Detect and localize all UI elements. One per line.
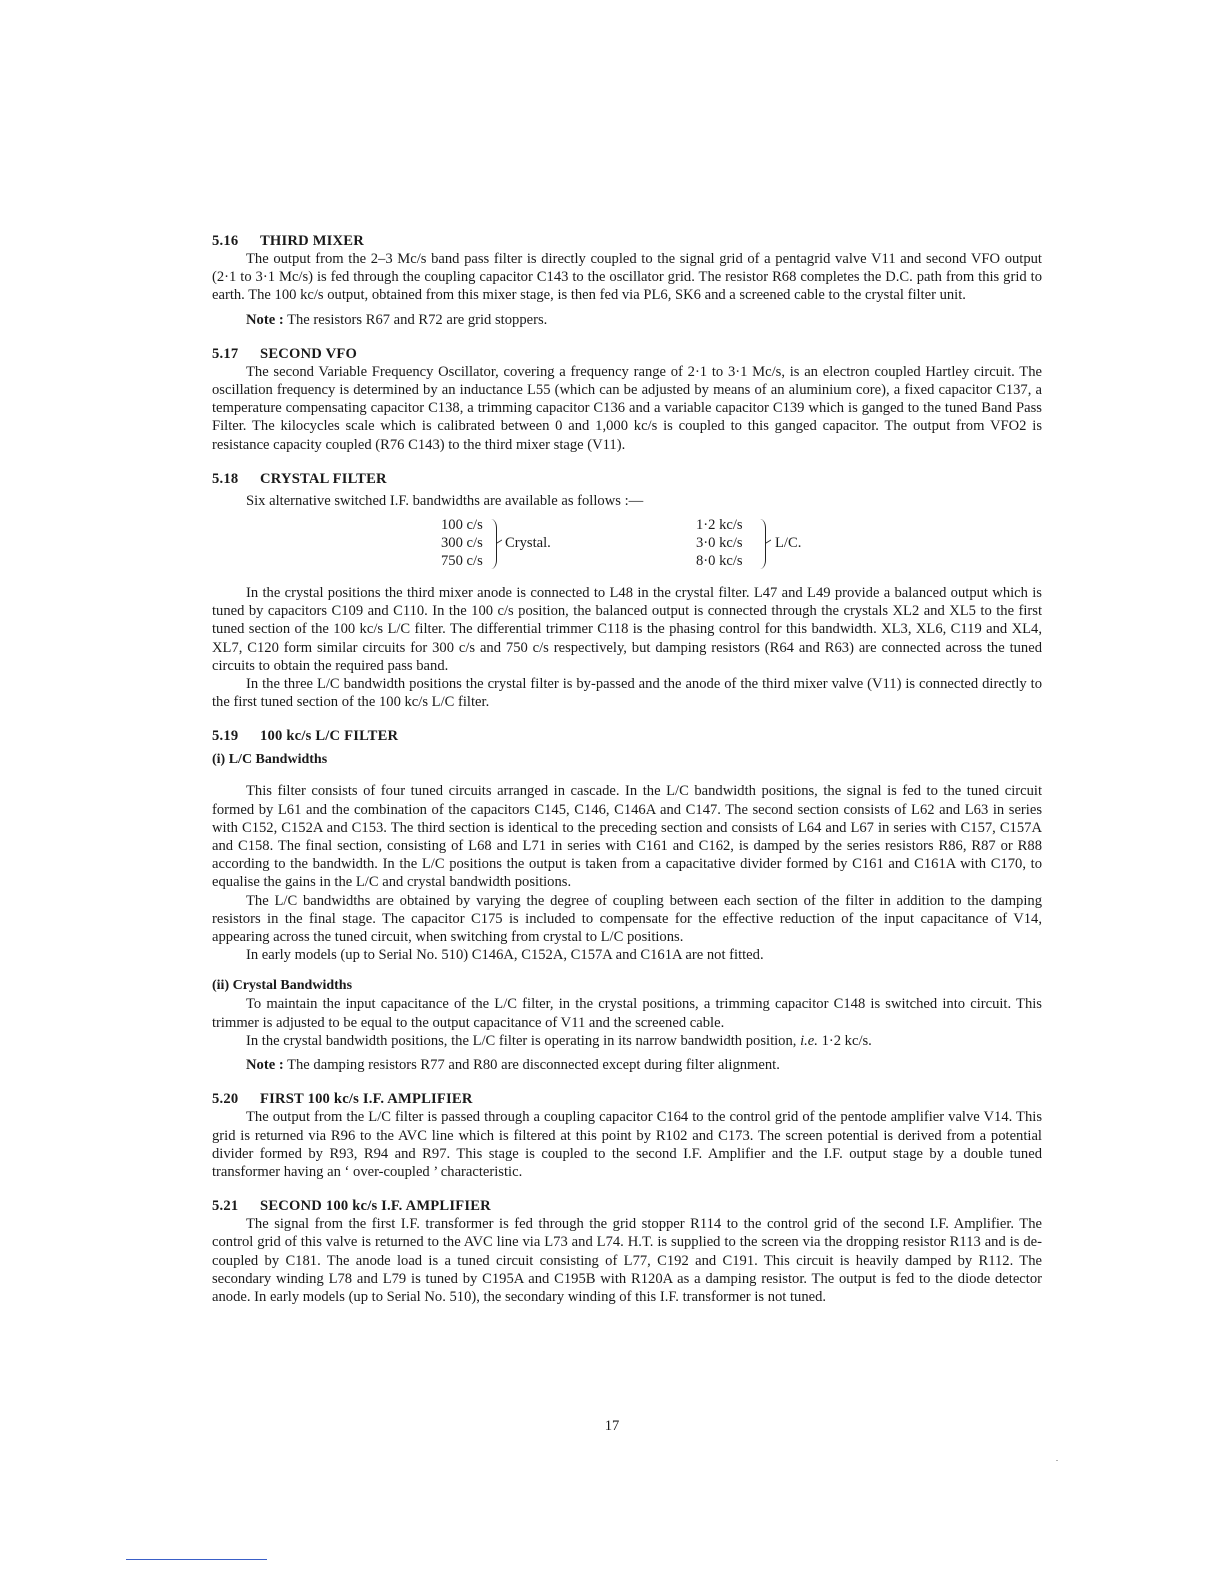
section-number: 5.21: [212, 1198, 239, 1215]
paragraph: In the three L/C bandwidth positions the crystal filter is by-passed and the anode of the third mixer valve (V11) is connected directly to the first tuned section of the 100 kc/s L/C filter.: [212, 676, 1042, 711]
section-5-16: [212, 232, 1042, 329]
bandwidth-value: 100 c/s: [441, 517, 483, 534]
crystal-bandwidths: [441, 516, 483, 570]
note: [212, 311, 1042, 329]
document-body: [212, 232, 1042, 1306]
section-heading: [212, 470, 1042, 488]
section-heading: [212, 1090, 1042, 1108]
section-5-19: [212, 727, 1042, 1074]
section-number: 5.16: [212, 233, 239, 249]
paragraph: In early models (up to Serial No. 510) C146A, C152A, C157A and C161A are not fitted.: [246, 947, 764, 964]
bandwidth-value: 300 c/s: [441, 535, 483, 552]
subsection-heading: (i) L/C Bandwidths: [212, 752, 328, 768]
section-number: 5.20: [212, 1091, 239, 1108]
bandwidth-value: 8·0 kc/s: [696, 553, 743, 570]
bandwidth-value: 750 c/s: [441, 553, 483, 570]
note-text: The resistors R67 and R72 are grid stoppers.: [287, 311, 548, 328]
section-number: 5.17: [212, 345, 239, 362]
lc-bandwidths: [696, 516, 743, 570]
paragraph-intro: Six alternative switched I.F. bandwidths are available as follows :—: [246, 492, 644, 509]
paragraph: The output from the 2–3 Mc/s band pass filter is directly coupled to the signal grid of a pentagrid valve V11 and second VFO output (2·1 to 3·1 Mc/s) is fed through the coupling capacitor C143 to the oscillator grid. The resistor R68 completes the D.C. path from this grid to earth. The 100 kc/s output, obtained from this mixer stage, is then fed via PL6, SK6 and a screened cable to the crystal filter unit.: [212, 251, 1042, 304]
paragraph: This filter consists of four tuned circuits arranged in cascade. In the L/C bandwidth positions, the signal is fed to the tuned circuit formed by L61 and the combination of the capacitors C145, C146, C146A and C147. The second section consists of L62 and L63 in series with C152, C152A and C153. The third section is identical to the preceding section and consists of L64 and L67 in series with C157, C157A and C158. The final section, consisting of L68 and L71 in series with C161 and C162, is damped by the series resistors R86, R87 or R88 according to the bandwidth. In the L/C positions the output is taken from a capacitative divider formed by C161 and C161A with C170, to equalise the gains in the L/C and crystal bandwidth positions.: [212, 783, 1042, 891]
text-run: 1·2 kc/s.: [817, 1032, 872, 1049]
note-label: Note :: [246, 1057, 284, 1074]
lc-label: L/C.: [775, 535, 802, 552]
section-5-20: [212, 1090, 1042, 1181]
section-title: SECOND 100 kc/s I.F. AMPLIFIER: [260, 1198, 491, 1215]
text-run: In the crystal bandwidth positions, the L/C filter is operating in its narrow bandwidth position,: [246, 1032, 801, 1049]
section-heading: [212, 345, 1042, 363]
bandwidth-value: 3·0 kc/s: [696, 535, 743, 552]
brace: [757, 519, 766, 569]
brace: [488, 519, 497, 569]
text-run-italic: i.e.: [800, 1032, 818, 1049]
note-text: The damping resistors R77 and R80 are disconnected except during filter alignment.: [287, 1057, 780, 1074]
paragraph: To maintain the input capacitance of the L/C filter, in the crystal positions, a trimming capacitor C148 is switched into circuit. This trimmer is adjusted to be equal to the output capacitance of V11 and the screened cable.: [212, 996, 1042, 1031]
section-title: CRYSTAL FILTER: [260, 470, 387, 487]
paragraph: The signal from the first I.F. transformer is fed through the grid stopper R114 to the control grid of the second I.F. Amplifier. The control grid of this valve is returned to the AVC line via L73 and L74. H.T. is supplied to the screen via the dropping resistor R113 and is de-coupled by C181. The anode load is a tuned circuit consisting of L77, C192 and C191. This circuit is heavily damped by R112. The secondary winding L78 and L79 is tuned by C195A and C195B with R120A as a damping resistor. The output is fed to the diode detector anode. In early models (up to Serial No. 510), the secondary winding of this I.F. transformer is not tuned.: [212, 1216, 1042, 1305]
section-title: FIRST 100 kc/s I.F. AMPLIFIER: [260, 1091, 473, 1108]
section-5-21: [212, 1197, 1042, 1306]
subsection-heading: (ii) Crystal Bandwidths: [212, 978, 353, 994]
bandwidth-table: [212, 516, 1042, 580]
page-number: 17: [604, 1418, 620, 1434]
section-title: SECOND VFO: [260, 345, 358, 362]
bandwidth-value: 1·2 kc/s: [696, 517, 743, 534]
note: [212, 1056, 1042, 1074]
section-title: THIRD MIXER: [260, 233, 364, 249]
section-title: 100 kc/s L/C FILTER: [260, 728, 399, 745]
section-number: 5.18: [212, 470, 239, 487]
section-heading: [212, 727, 1042, 745]
footer-rule: [126, 1559, 267, 1560]
paragraph: The L/C bandwidths are obtained by varying the degree of coupling between each section of the filter in addition to the damping resistors in the final stage. The capacitor C175 is included to compensate for the effective reduction of the input capacitance of V14, appearing across the tuned circuit, when switching from crystal to L/C positions.: [212, 892, 1042, 946]
section-5-18: [212, 470, 1042, 712]
section-5-17: [212, 345, 1042, 454]
paragraph: The output from the L/C filter is passed through a coupling capacitor C164 to the control grid of the pentode amplifier valve V14. This grid is returned via R96 to the AVC line which is filtered at this point by R102 and C173. The screen potential is derived from a potential divider formed by R93, R94 and R97. This stage is coupled to the second I.F. Amplifier and the I.F. output stage by a double tuned transformer having an ‘ over-coupled ’ characteristic.: [212, 1109, 1042, 1180]
scan-mark: [1056, 1460, 1058, 1461]
crystal-label: Crystal.: [505, 535, 551, 552]
section-heading: [212, 232, 1042, 250]
paragraph: The second Variable Frequency Oscillator, covering a frequency range of 2·1 to 3·1 Mc/s, is an electron coupled Hartley circuit. The oscillation frequency is determined by an inductance L55 (which can be adjusted by means of an aluminium core), a fixed capacitor C137, a temperature compensating capacitor C138, a trimming capacitor C136 and a variable capacitor C139 which is ganged to the tuned Band Pass Filter. The kilocycles scale which is calibrated between 0 and 1,000 kc/s is coupled to this ganged capacitor. The output from VFO2 is resistance capacity coupled (R76 C143) to the third mixer stage (V11).: [212, 363, 1042, 453]
paragraph: [212, 1032, 1042, 1050]
note-label: Note :: [246, 311, 284, 328]
paragraph: In the crystal positions the third mixer anode is connected to L48 in the crystal filter. L47 and L49 provide a balanced output which is tuned by capacitors C109 and C110. In the 100 c/s position, the balanced output is connected through the crystals XL2 and XL5 to the first tuned section of the 100 kc/s L/C filter. The differential trimmer C118 is the phasing control for this bandwidth. XL3, XL6, C119 and XL4, XL7, C120 form similar circuits for 300 c/s and 750 c/s respectively, but damping resistors (R64 and R63) are connected across the tuned circuits to obtain the required pass band.: [212, 585, 1042, 674]
section-heading: [212, 1197, 1042, 1215]
section-number: 5.19: [212, 728, 239, 745]
